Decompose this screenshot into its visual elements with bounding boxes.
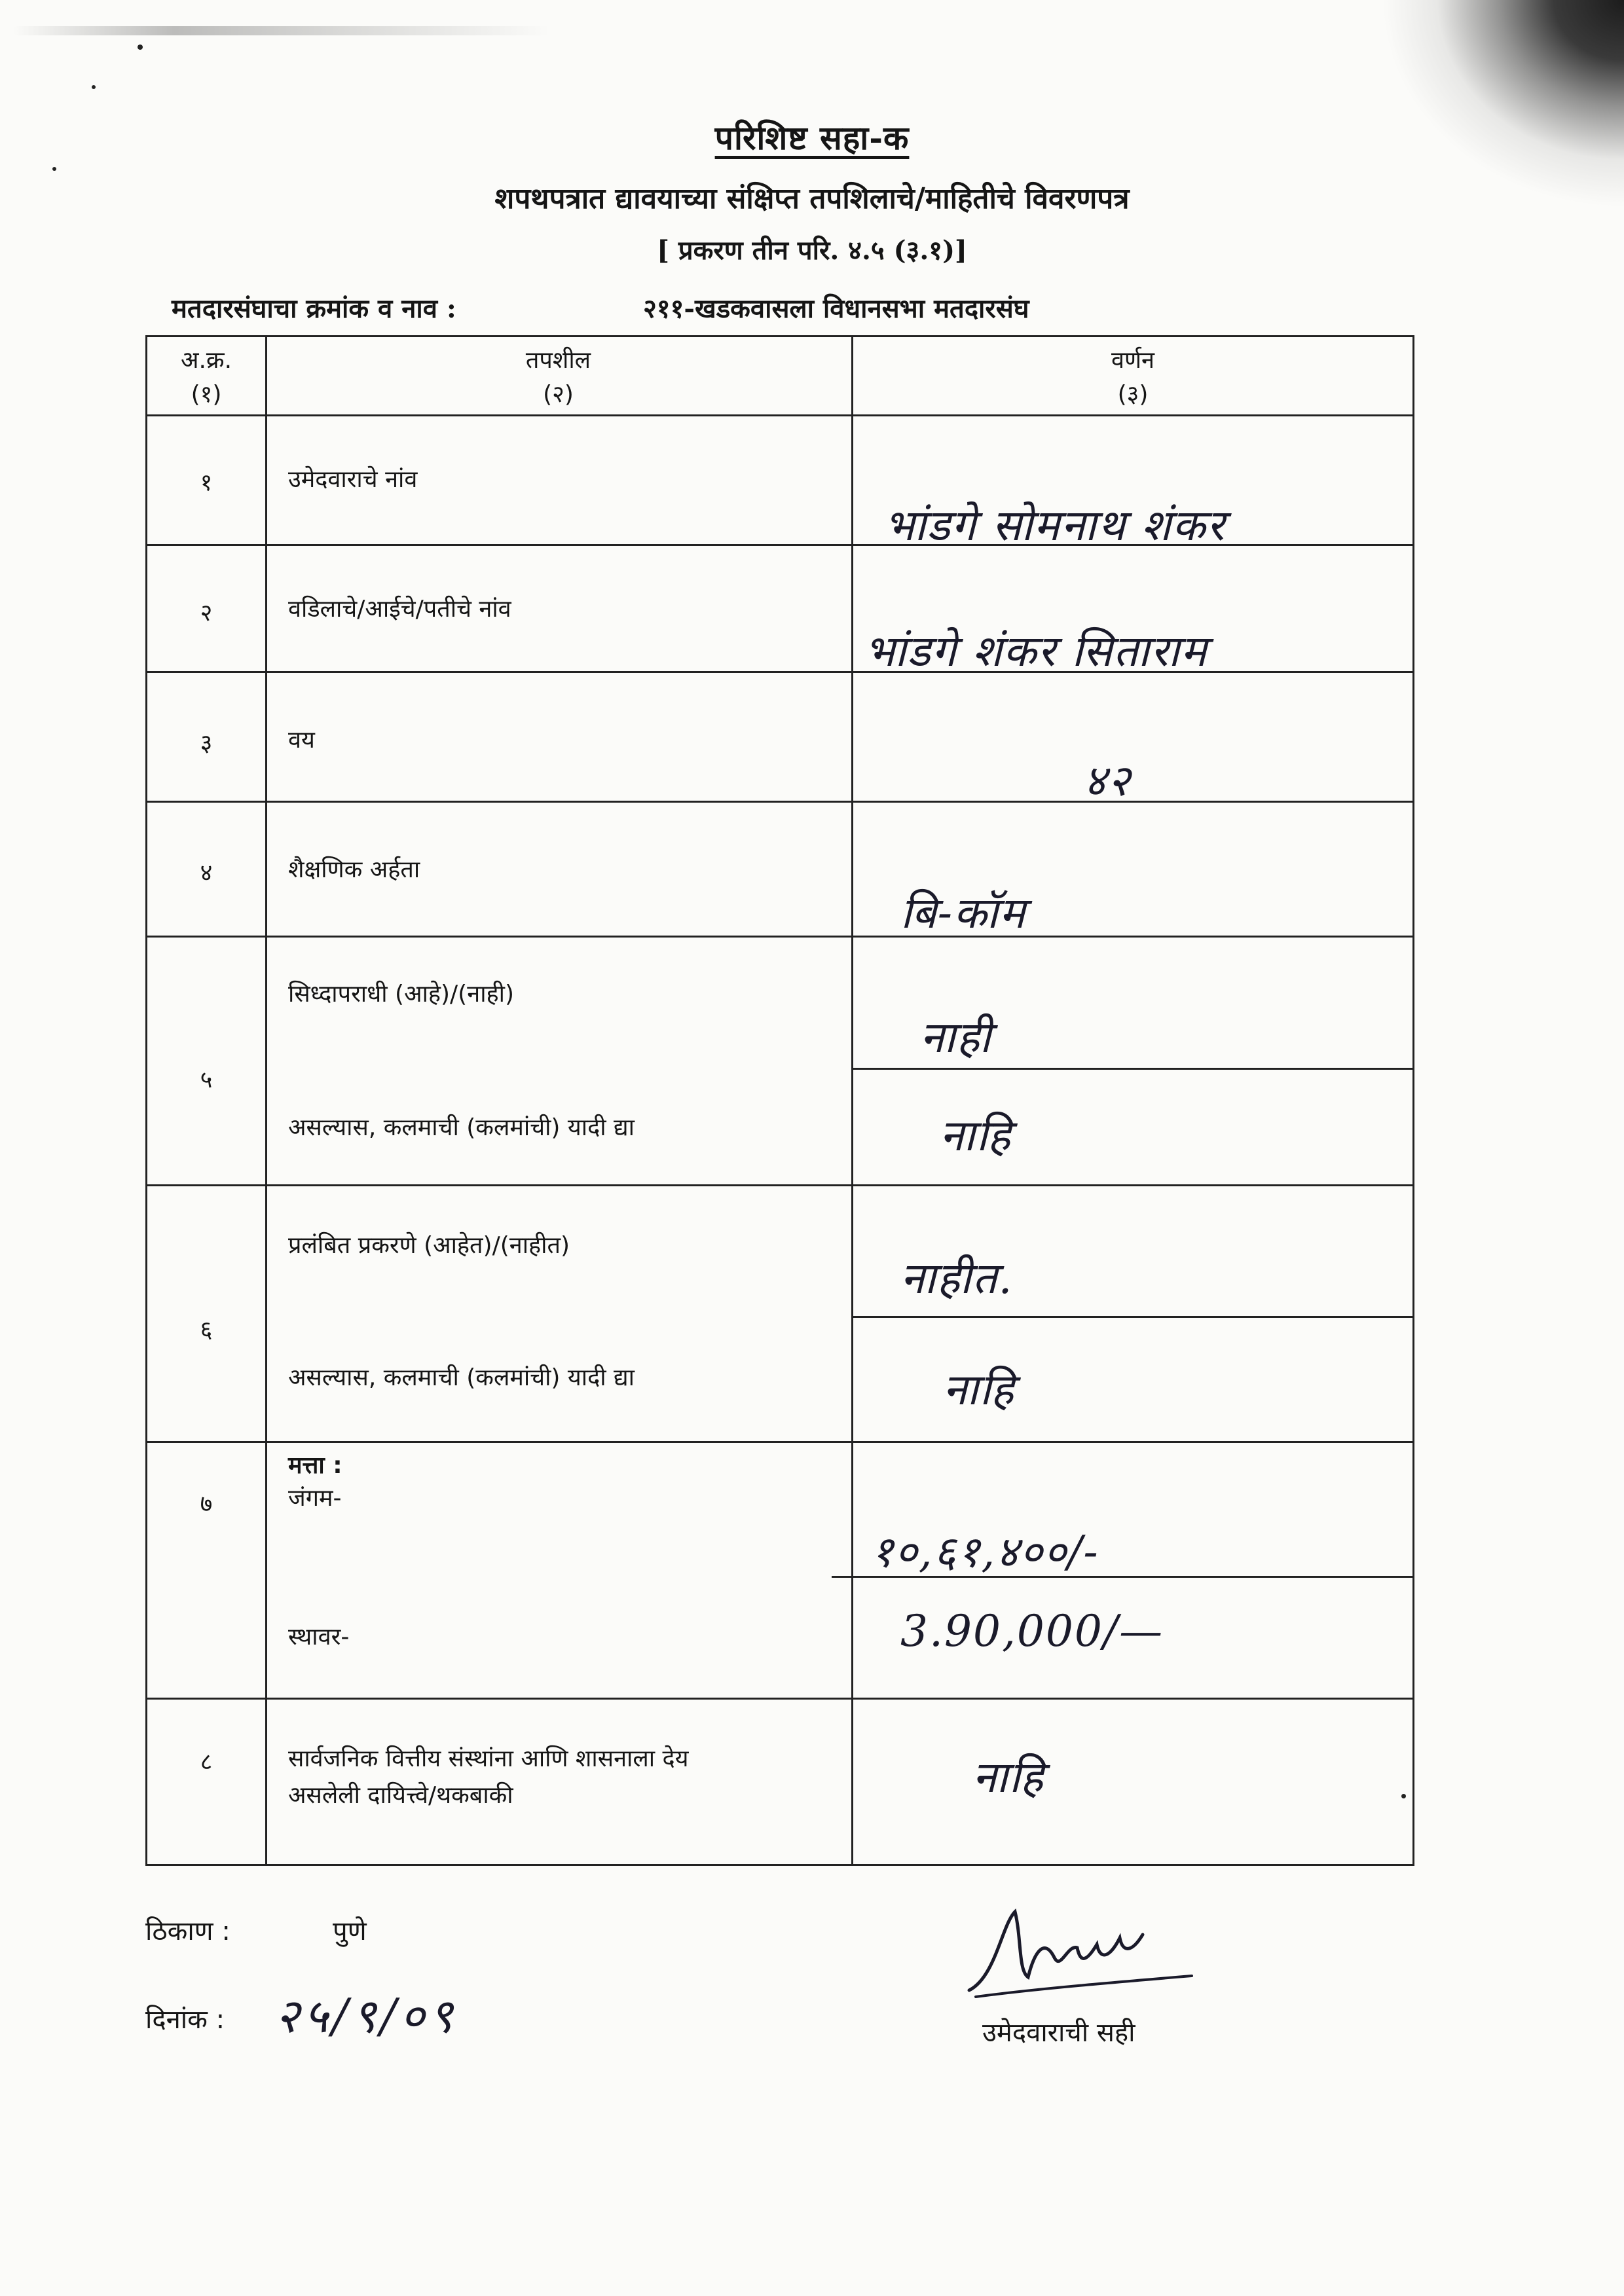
sections-value: नाहि (940, 1110, 1012, 1161)
constituency-label: मतदारसंघाचा क्रमांक व नाव : (172, 293, 456, 324)
constituency-line (172, 289, 1416, 329)
document-header (0, 115, 1624, 267)
scan-streak (13, 26, 550, 35)
age-value: ४२ (1084, 756, 1132, 806)
scan-speck (92, 85, 96, 89)
pending-cases-value: नाहीत. (900, 1253, 1014, 1303)
row-divider (147, 801, 1412, 803)
document-subtitle: शपथपत्रात द्यावयाच्या संक्षिप्त तपशिलाचे/माहितीचे विवरणपत्र (494, 182, 1130, 215)
column-divider (851, 337, 853, 1864)
row-divider (147, 936, 1412, 938)
row-divider (147, 671, 1412, 673)
row-label-convicted: सिध्दापराधी (आहे)/(नाही) (288, 981, 515, 1008)
row-label-movable: जंगम- (288, 1485, 342, 1512)
liabilities-value: नाहि (972, 1752, 1044, 1802)
row-label-pending-cases: प्रलंबित प्रकरणे (आहेत)/(नाहीत) (288, 1232, 570, 1259)
column-header-serial (147, 344, 265, 412)
column-header-label: तपशील (525, 347, 591, 374)
column-header-number: (३) (1117, 381, 1149, 408)
serial-number: २ (200, 600, 213, 627)
movable-assets-value: १०,६१,४००/- (871, 1527, 1099, 1577)
date-label: दिनांक : (145, 2005, 225, 2035)
column-header-details (265, 344, 851, 412)
row-label-immovable: स्थावर- (288, 1624, 350, 1650)
serial-number: ७ (200, 1491, 213, 1518)
subrow-divider (851, 1068, 1412, 1070)
row-label-sections: असल्यास, कलमाची (कलमांची) यादी द्या (288, 1114, 635, 1141)
constituency-value: २११-खडकवासला विधानसभा मतदारसंघ (643, 293, 1029, 324)
document-title: परिशिष्ट सहा-क (714, 118, 910, 157)
candidate-signature (956, 1899, 1205, 2010)
signature-caption: उमेदवाराची सही (982, 2018, 1135, 2048)
row-divider (147, 414, 1412, 416)
column-header-label: वर्णन (1111, 347, 1155, 374)
convicted-value: नाही (920, 1012, 992, 1063)
pending-sections-value: नाहि (943, 1364, 1015, 1415)
row-label-sections: असल्यास, कलमाची (कलमांची) यादी द्या (288, 1364, 635, 1391)
liabilities-label-line: सार्वजनिक वित्तीय संस्थांना आणि शासनाला देय (288, 1745, 689, 1772)
serial-number: १ (200, 469, 213, 496)
column-header-label: अ.क्र. (180, 347, 232, 374)
column-header-number: (२) (543, 381, 574, 408)
document-reference: [ प्रकरण तीन परि. ४.५ (३.१)] (657, 235, 967, 266)
row-label-candidate-name: उमेदवाराचे नांव (288, 466, 418, 493)
row-label-liabilities (288, 1741, 689, 1814)
subrow-divider (851, 1316, 1412, 1318)
row-label-assets-heading: मत्ता : (288, 1452, 342, 1479)
row-label-parent-name: वडिलाचे/आईचे/पतीचे नांव (288, 596, 511, 623)
immovable-assets-value: 3.90,000/— (900, 1606, 1164, 1656)
row-label-education: शैक्षणिक अर्हता (288, 856, 420, 883)
liabilities-label-line: असलेली दायित्त्वे/थकबाकी (288, 1782, 513, 1809)
serial-number: ३ (200, 730, 213, 757)
details-table (145, 335, 1414, 1866)
scan-speck (138, 45, 143, 50)
serial-number: ६ (200, 1317, 213, 1343)
row-divider (147, 1184, 1412, 1186)
date-value: २५/९/०९ (275, 1988, 457, 2043)
serial-number: ८ (200, 1749, 213, 1776)
row-divider (147, 1698, 1412, 1700)
candidate-name-value: भांडगे सोमनाथ शंकर (884, 500, 1226, 551)
parent-name-value: भांडगे शंकर सिताराम (864, 626, 1208, 676)
place-value: पुणे (333, 1916, 367, 1946)
column-header-number: (१) (191, 381, 222, 408)
column-divider (265, 337, 267, 1864)
serial-number: ४ (200, 860, 213, 886)
place-label: ठिकाण : (145, 1916, 231, 1946)
column-header-description (851, 344, 1414, 412)
row-divider (147, 1441, 1412, 1443)
education-value: बि-कॉम (900, 888, 1027, 938)
row-label-age: वय (288, 727, 315, 754)
serial-number: ५ (200, 1066, 213, 1093)
